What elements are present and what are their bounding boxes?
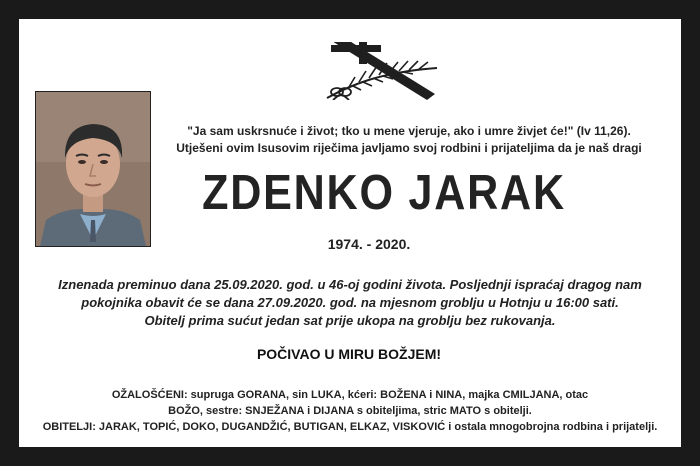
funeral-announcement [25,276,675,330]
intro-text: Utješeni ovim Isusovim riječima javljamo svoj rodbini i prijateljima da je naš dragi [176,141,642,155]
mourners-line: OŽALOŠĆENI: supruga GORANA, sin LUKA, kćeri: BOŽENA i NINA, majka CMILJANA, otac [111,389,589,401]
announcement-line: pokojnika obavit će se dana 27.09.2020. god. na mjesnom groblju u Hotnju u 16:00 sati. [81,295,619,310]
quote-text: "Ja sam uskrsnuće i život; tko u mene vjeruje, ako i umre živjet će!" (Iv 11,26). [187,124,631,138]
mourners-list [19,387,681,435]
mourners-line: BOŽO, sestre: SNJEŽANA i DIJANA s obiteljima, stric MATO s obitelji. [168,405,532,417]
scripture-quote [159,123,659,157]
announcement-line: Obitelj prima sućut jedan sat prije ukopa na groblju bez rukovanja. [144,313,556,328]
announcement-line: Iznenada preminuo dana 25.09.2020. god. u 46-oj godini života. Posljednji ispraćaj dragog nam [58,277,642,292]
mourners-line: OBITELJI: JARAK, TOPIĆ, DOKO, DUGANDŽIĆ, BUTIGAN, ELKAZ, VISKOVIĆ i ostala mnogobrojna rodbina i prijatelji. [42,421,658,433]
rest-in-peace-text: POČIVAO U MIRU BOŽJEM! [256,346,442,362]
deceased-name: ZDENKO JARAK [202,166,566,220]
life-years: 1974. - 2020. [327,236,411,252]
cross-with-palm-icon [319,42,441,100]
deceased-photo [35,91,151,247]
obituary-card [19,19,681,447]
